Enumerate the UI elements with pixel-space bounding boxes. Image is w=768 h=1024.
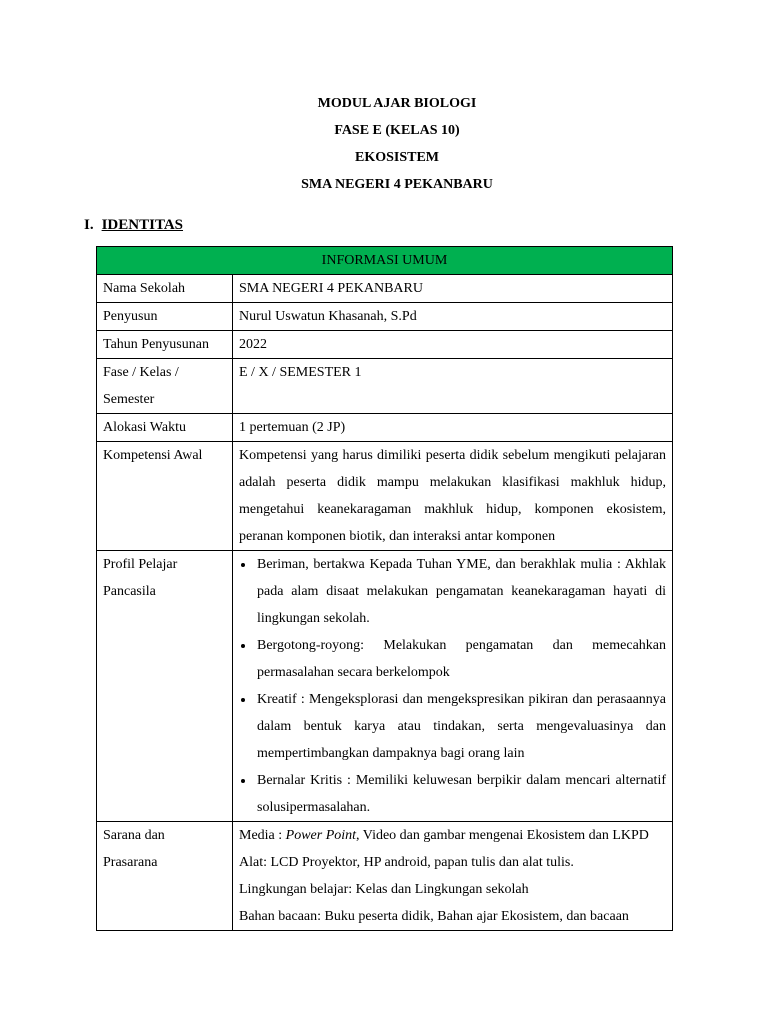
table-row [97, 359, 673, 414]
row-label-sarana-line-1: Sarana dan [103, 828, 165, 843]
section-title: IDENTITAS [101, 217, 184, 233]
sarana-lingkungan: Lingkungan belajar: Kelas dan Lingkungan sekolah [239, 882, 529, 897]
profil-bullet-list [239, 551, 666, 821]
table-header: INFORMASI UMUM [97, 247, 673, 275]
row-label-profil [97, 551, 233, 822]
row-value-fase: E / X / SEMESTER 1 [233, 359, 673, 414]
list-item: • Kreatif : Mengeksplorasi dan mengekspresikan pikiran dan perasaannya dalam bentuk karya atau tindakan, serta mengevaluasinya dan mempertimbangkan dampaknya bagi orang lain [255, 686, 666, 767]
table-row [97, 275, 673, 303]
row-label-penyusun: Penyusun [97, 303, 233, 331]
row-label-tahun: Tahun Penyusunan [97, 331, 233, 359]
table-row [97, 442, 673, 551]
row-value-penyusun: Nurul Uswatun Khasanah, S.Pd [233, 303, 673, 331]
title-line-1: MODUL AJAR BIOLOGI [317, 96, 477, 111]
row-label-fase [97, 359, 233, 414]
document-title-block [0, 90, 768, 198]
row-label-fase-line-2: Semester [103, 392, 155, 407]
sarana-media-prefix: Media : [239, 828, 286, 843]
row-label-profil-line-2: Pancasila [103, 584, 156, 599]
row-label-fase-line-1: Fase / Kelas / [103, 365, 179, 380]
row-value-sarana [233, 822, 673, 931]
row-value-profil [233, 551, 673, 822]
section-heading [84, 217, 183, 234]
section-number: I. [84, 217, 94, 233]
table-row [97, 303, 673, 331]
row-label-nama-sekolah: Nama Sekolah [97, 275, 233, 303]
row-label-sarana [97, 822, 233, 931]
row-value-tahun: 2022 [233, 331, 673, 359]
sarana-media-rest: , Video dan gambar mengenai Ekosistem dan LKPD [356, 828, 649, 843]
row-label-sarana-line-2: Prasarana [103, 855, 158, 870]
sarana-media-italic: Power Point [285, 828, 357, 843]
table-header-row [97, 247, 673, 275]
table-row [97, 414, 673, 442]
list-item: • Bergotong-royong: Melakukan pengamatan dan memecahkan permasalahan secara berkelompok [255, 632, 666, 686]
row-label-kompetensi: Kompetensi Awal [97, 442, 233, 551]
sarana-bahan: Bahan bacaan: Buku peserta didik, Bahan ajar Ekosistem, dan bacaan [239, 909, 629, 924]
list-item: • Bernalar Kritis : Memiliki keluwesan berpikir dalam mencari alternatif solusipermasalahan. [255, 767, 666, 821]
title-line-2: FASE E (KELAS 10) [334, 123, 460, 138]
list-item: • Beriman, bertakwa Kepada Tuhan YME, dan berakhlak mulia : Akhlak pada alam disaat melakukan pengamatan keanekaragaman hayati di lingkungan sekolah. [255, 551, 666, 632]
row-label-alokasi: Alokasi Waktu [97, 414, 233, 442]
sarana-media [239, 822, 666, 849]
row-value-kompetensi: Kompetensi yang harus dimiliki peserta didik sebelum mengikuti pelajaran adalah peserta didik mampu melakukan klasifikasi makhluk hidup, mengetahui keanekaragaman makhluk hidup, komponen ekosistem, peranan komponen biotik, dan interaksi antar komponen [233, 442, 673, 551]
row-value-alokasi: 1 pertemuan (2 JP) [233, 414, 673, 442]
sarana-alat: Alat: LCD Proyektor, HP android, papan tulis dan alat tulis. [239, 855, 574, 870]
row-value-nama-sekolah: SMA NEGERI 4 PEKANBARU [233, 275, 673, 303]
table-row [97, 331, 673, 359]
row-label-profil-line-1: Profil Pelajar [103, 557, 178, 572]
table-row [97, 551, 673, 822]
title-line-4: SMA NEGERI 4 PEKANBARU [301, 177, 493, 192]
table-row [97, 822, 673, 931]
informasi-umum-table [96, 246, 673, 931]
title-line-3: EKOSISTEM [354, 150, 440, 165]
